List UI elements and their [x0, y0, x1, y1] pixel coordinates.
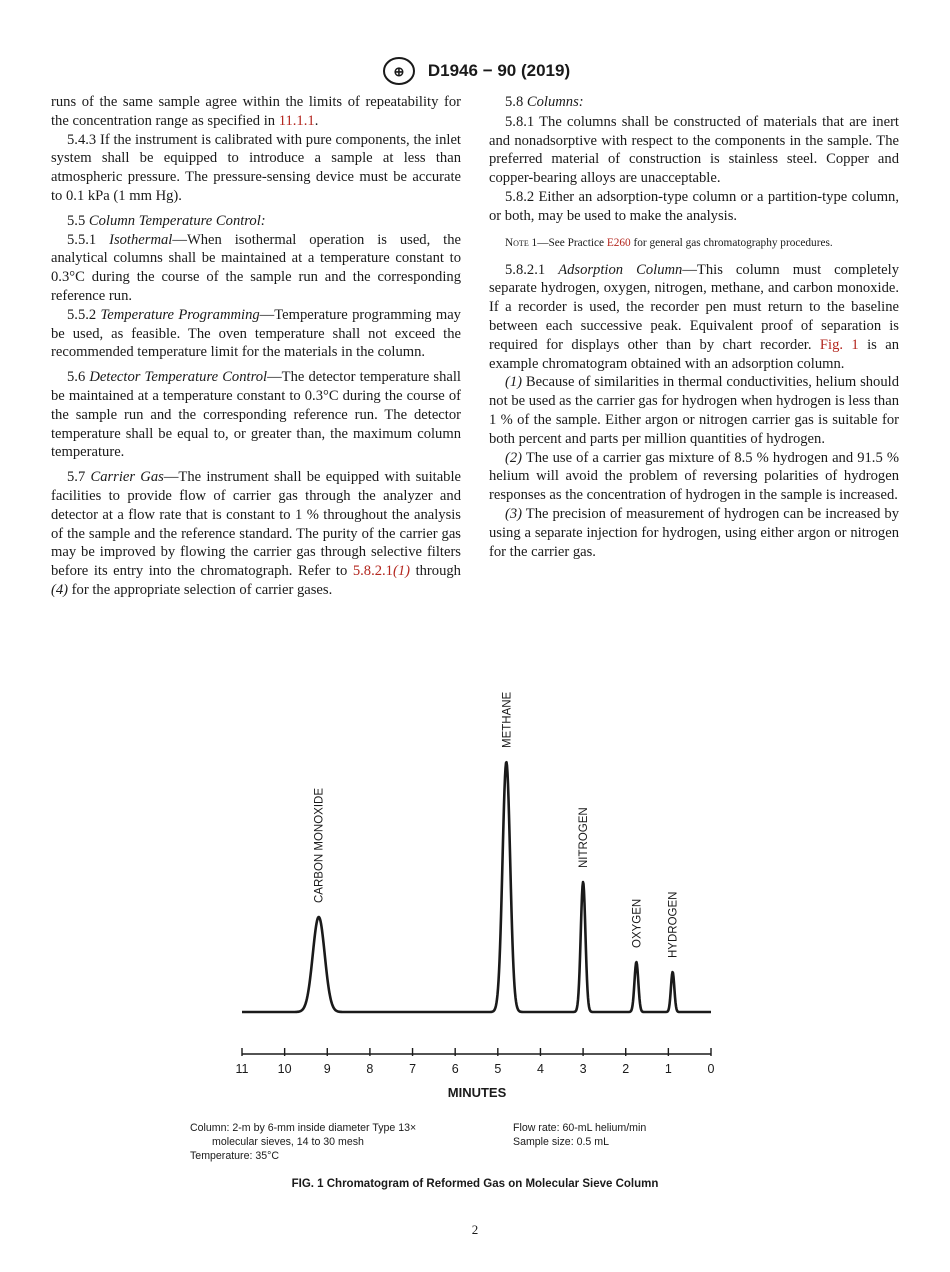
caption-line: molecular sieves, 14 to 30 mesh: [212, 1136, 364, 1148]
peak-label: HYDROGEN: [667, 891, 680, 958]
paragraph-5-8-2: 5.8.2 Either an adsorption-type column or a partition-type column, or both, may be used to make the analysis.: [489, 188, 899, 224]
x-tick-label: 6: [451, 1062, 459, 1076]
x-tick-label: 2: [622, 1062, 630, 1076]
paragraph-5-5-2: 5.5.2 Temperature Programming—Temperature programming may be used, as feasible. The oven temperature shall not exceed the recommended temperature limit for the materials in the column.: [51, 306, 461, 361]
note-1: Note 1—See Practice E260 for general gas chromatography procedures.: [505, 236, 833, 249]
x-tick-label: 7: [409, 1062, 417, 1076]
figure-link[interactable]: Fig. 1: [819, 336, 859, 353]
practice-link[interactable]: E260: [606, 236, 631, 249]
x-tick-label: 5: [494, 1062, 502, 1076]
paragraph-5-7: 5.7 Carrier Gas—The instrument shall be equipped with suitable facilities to provide flow of carrier gas through the analyzer and detector at a flow rate that is constant to 1 % throughout the analysis of the sample and the reference standard. The purity of the carrier gas may be improved by flowing the carrier gas through selective filters before its entry into the chromatograph. Refer to 5.8.2.1(1) through (4) for the appropriate selection of carrier gases.: [51, 469, 462, 598]
caption-line: Column: 2-m by 6-mm inside diameter Type 13×: [190, 1122, 417, 1134]
item-1: (1) Because of similarities in thermal conductivities, helium should not be used as the carrier gas for hydrogen when hydrogen is less than 1 % of the sample. Either argon or nitrogen carrier gas is suitable for both percent and parts per million quantities of hydrogen.: [489, 374, 899, 447]
chromatogram-chart: [200, 680, 740, 1110]
caption-line: Flow rate: 60-mL helium/min: [513, 1122, 647, 1134]
paragraph-5-8-2-1: 5.8.2.1 Adsorption Column—This column must completely separate hydrogen, oxygen, nitrogen, methane, and carbon monoxide. If a recorder is used, the recorder pen must return to the baseline between each successive peak. Equivalent proof of separation is required for displays other than by chart recorder. Fig. 1 is an example chromatogram obtained with an adsorption column.: [489, 261, 900, 372]
heading-5-8: 5.8 Columns:: [505, 94, 584, 110]
caption-line: Temperature: 35°C: [190, 1150, 280, 1162]
peak-label: CARBON MONOXIDE: [313, 787, 326, 903]
paragraph: runs of the same sample agree within the limits of repeatability for the concentration range as specified in 11.1.1.: [51, 94, 461, 129]
x-tick-label: 3: [579, 1062, 587, 1076]
peak-label: METHANE: [501, 691, 514, 748]
svg-text:⊕: ⊕: [393, 64, 405, 79]
x-tick-label: 0: [707, 1062, 715, 1076]
x-tick-label: 1: [664, 1062, 672, 1076]
heading-5-5: 5.5 Column Temperature Control:: [67, 212, 266, 229]
section-link[interactable]: 11.1.1: [278, 112, 315, 129]
x-tick-label: 4: [536, 1062, 544, 1076]
item-2: (2) The use of a carrier gas mixture of 8.5 % hydrogen and 91.5 % helium will avoid the problem of reversing polarities of hydrogen responses as the concentration of hydrogen in the sample is increased.: [489, 449, 899, 504]
paragraph-5-6: 5.6 Detector Temperature Control—The detector temperature shall be maintained at a temperature constant to 0.3°C during the course of the sample run and the corresponding reference run. The detector temperature shall be equal to, or greater than, the maximum column temperature.: [51, 369, 461, 461]
astm-logo: [380, 56, 418, 86]
left-column: [51, 93, 461, 600]
page-number: 2: [471, 1222, 479, 1237]
figure-caption-right: [513, 1121, 646, 1149]
section-link[interactable]: 5.8.2.1: [352, 563, 393, 580]
peak-label: NITROGEN: [578, 807, 591, 868]
figure-caption-left: [190, 1121, 416, 1163]
caption-line: Sample size: 0.5 mL: [513, 1136, 609, 1148]
paragraph-5-8-1: 5.8.1 The columns shall be constructed of materials that are inert and nonadsorptive with respect to the components in the sample. The preferred material of construction is stainless steel. Copper and copper-bearing alloys are unacceptable.: [489, 113, 899, 187]
chromatogram-trace: [242, 762, 711, 1012]
peak-label: OXYGEN: [631, 898, 644, 948]
paragraph-5-5-1: 5.5.1 Isothermal—When isothermal operation is used, the analytical columns shall be maintained at a temperature constant to 0.3°C during the course of the sample run and the corresponding reference run.: [51, 231, 461, 304]
x-tick-label: 10: [277, 1062, 292, 1076]
x-tick-label: 9: [323, 1062, 331, 1076]
page-header: [0, 56, 950, 86]
document-id: D1946 − 90 (2019): [427, 61, 571, 80]
figure-title: FIG. 1 Chromatogram of Reformed Gas on Molecular Sieve Column: [291, 1178, 659, 1190]
paragraph-5-4-3: 5.4.3 If the instrument is calibrated with pure components, the inlet system shall be equipped to introduce a sample at less than atmospheric pressure. The pressure-sensing device must be accurate to 0.1 kPa (1 mm Hg).: [51, 131, 461, 204]
item-3: (3) The precision of measurement of hydrogen can be increased by using a separate injection for hydrogen, using either argon or nitrogen for the carrier gas.: [489, 505, 899, 560]
right-column: [489, 93, 899, 561]
x-tick-label: 11: [235, 1062, 249, 1076]
x-axis-label: MINUTES: [447, 1085, 507, 1100]
x-tick-label: 8: [366, 1062, 374, 1076]
